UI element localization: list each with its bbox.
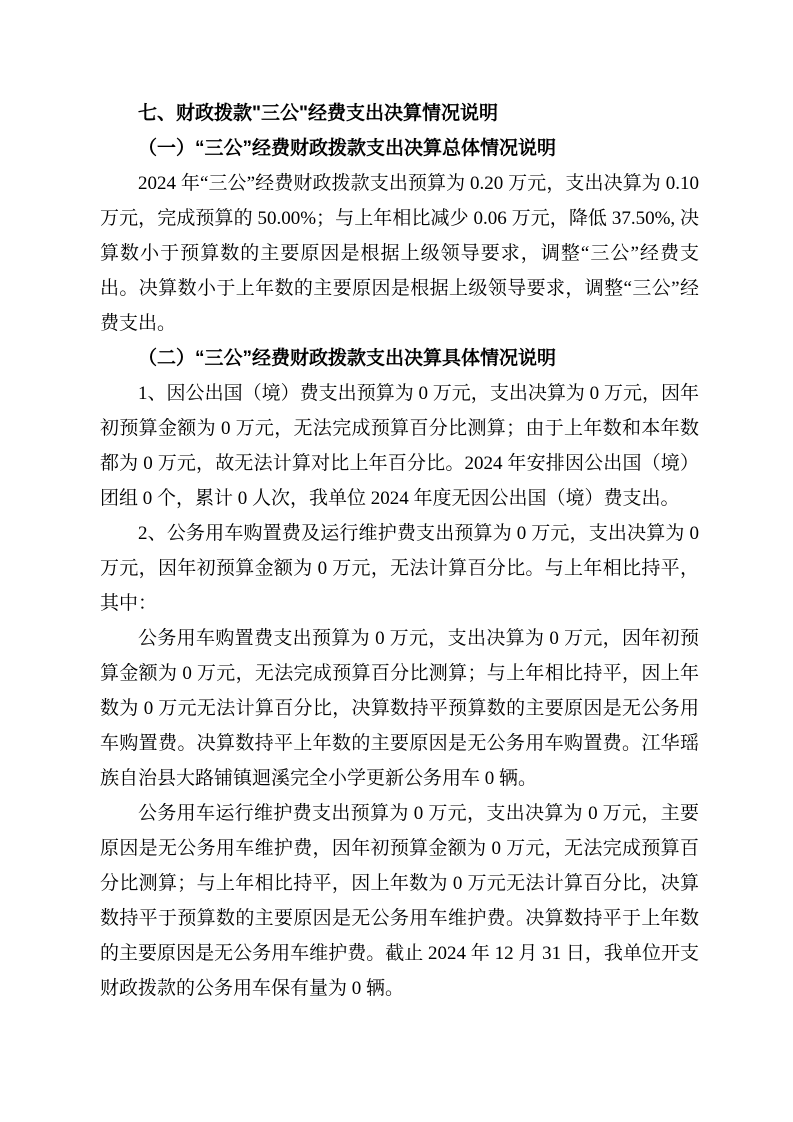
paragraph-vehicle-maintenance: 公务用车运行维护费支出预算为 0 万元，支出决算为 0 万元，主要原因是无公务用车维护费，因年初预算金额为 0 万元，无法完成预算百分比测算；与上年相比持平，因上年数为 0 万元无法计算百分比，决算数持平于预算数的主要原因是无公务用车维护费。决算数持平于上年数的主要原因是无公务用车维护费。截止 2024 年 12 月 31 日，我单位开支财政拨款的公务用车保有量为 0 辆。 — [100, 803, 699, 999]
paragraph-overall-situation: 2024 年“三公”经费财政拨款支出预算为 0.20 万元，支出决算为 0.10 万元，完成预算的 50.00%；与上年相比减少 0.06 万元，降低 37.50%, 决算数小于预算数的主要原因是根据上级领导要求，调整“三公”经费支出。决算数小于上年数的主要原因是根据上级领导要求，调整“三公”经费支出。 — [100, 173, 699, 334]
section-heading-seven: 七、财政拨款"三公"经费支出决算情况说明 — [138, 103, 499, 124]
paragraph-vehicle-purchase: 公务用车购置费支出预算为 0 万元，支出决算为 0 万元，因年初预算金额为 0 万元，无法完成预算百分比测算；与上年相比持平，因上年数为 0 万元无法计算百分比，决算数持平预算数的主要原因是无公务用车购置费。决算数持平上年数的主要原因是无公务用车购置费。江华瑶族自治县大路铺镇迴溪完全小学更新公务用车 0 辆。 — [100, 628, 699, 789]
subsection-heading-two: （二）“三公”经费财政拨款支出决算具体情况说明 — [138, 348, 557, 369]
subsection-heading-one: （一）“三公”经费财政拨款支出决算总体情况说明 — [138, 138, 557, 159]
paragraph-vehicle-total: 2、公务用车购置费及运行维护费支出预算为 0 万元，支出决算为 0 万元，因年初预算金额为 0 万元，无法计算百分比。与上年相比持平，其中： — [100, 523, 699, 614]
document-body — [100, 96, 699, 1006]
paragraph-overseas-travel: 1、因公出国（境）费支出预算为 0 万元，支出决算为 0 万元，因年初预算金额为 0 万元，无法完成预算百分比测算；由于上年数和本年数都为 0 万元，故无法计算对比上年百分比。2024 年安排因公出国（境）团组 0 个，累计 0 人次，我单位 2024 年度无因公出国（境）费支出。 — [100, 383, 699, 509]
